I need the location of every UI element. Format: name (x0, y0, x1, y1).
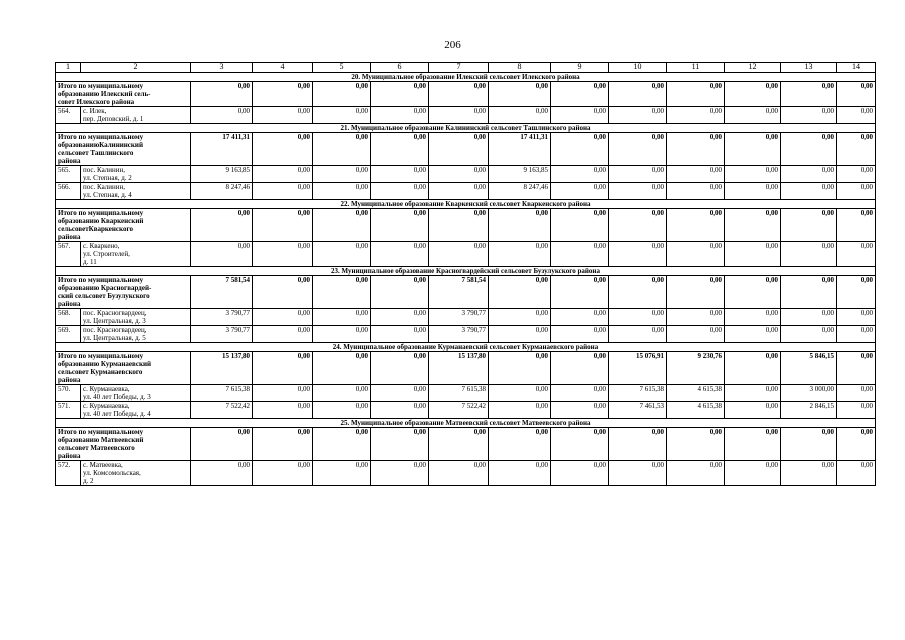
row-value: 0,00 (253, 461, 313, 486)
row-value: 0,00 (371, 183, 429, 200)
column-number: 14 (837, 63, 876, 73)
row-value: 0,00 (371, 461, 429, 486)
total-label-line: района (58, 157, 81, 165)
total-value: 0,00 (489, 276, 551, 309)
row-value: 0,00 (781, 107, 837, 124)
total-value: 0,00 (667, 133, 725, 166)
total-value: 0,00 (253, 209, 313, 242)
address-line: ул. 40 лет Победы, д. 4 (83, 410, 151, 418)
total-value: 0,00 (609, 276, 667, 309)
row-value: 0,00 (609, 461, 667, 486)
total-value: 0,00 (781, 82, 837, 107)
column-number-row (56, 63, 876, 73)
total-label-line: сельсовет Ташлинского (58, 149, 134, 157)
row-value: 3 790,77 (429, 326, 489, 343)
total-row (56, 352, 876, 385)
total-label-line: Итого по муниципальному (58, 428, 144, 436)
row-index: 569. (56, 326, 81, 343)
total-value: 0,00 (609, 82, 667, 107)
address-line: пос. Красногвардеец, (83, 326, 147, 334)
column-number: 2 (81, 63, 191, 73)
address-line: ул. Центральная, д. 5 (83, 334, 146, 342)
total-value: 0,00 (781, 276, 837, 309)
total-label-line: ский сельсовет Бузулукского (58, 292, 150, 300)
total-label-line: Итого по муниципальному (58, 352, 144, 360)
row-value: 0,00 (609, 309, 667, 326)
row-value: 0,00 (191, 242, 253, 267)
total-label (56, 428, 191, 461)
row-value: 0,00 (191, 107, 253, 124)
row-value: 0,00 (725, 461, 781, 486)
total-value: 0,00 (551, 209, 609, 242)
row-value: 0,00 (551, 402, 609, 419)
total-label-line: района (58, 376, 81, 384)
row-value: 0,00 (725, 166, 781, 183)
row-value: 7 461,53 (609, 402, 667, 419)
total-value: 0,00 (551, 428, 609, 461)
row-value: 0,00 (725, 107, 781, 124)
row-value: 0,00 (609, 242, 667, 267)
total-value: 0,00 (667, 276, 725, 309)
section-title: 25. Муниципальное образование Матвеевский сельсовет Матвеевского района (56, 419, 876, 428)
table-row (56, 326, 876, 343)
total-value: 0,00 (837, 352, 876, 385)
total-value: 0,00 (253, 133, 313, 166)
row-value: 0,00 (667, 461, 725, 486)
address-line: ул. Степная, д. 4 (83, 191, 132, 199)
row-value: 0,00 (313, 107, 371, 124)
total-row (56, 133, 876, 166)
row-value: 0,00 (837, 326, 876, 343)
column-number: 4 (253, 63, 313, 73)
address-line: с. Кваркено, (83, 242, 120, 250)
row-value: 0,00 (313, 242, 371, 267)
address-line: пос. Калинин, (83, 166, 125, 174)
row-value: 0,00 (837, 385, 876, 402)
total-label-line: Итого по муниципальному (58, 209, 144, 217)
table-row (56, 166, 876, 183)
column-number: 3 (191, 63, 253, 73)
row-value: 9 163,85 (489, 166, 551, 183)
row-value: 8 247,46 (489, 183, 551, 200)
total-label-line: образованиюКалининский (58, 141, 143, 149)
total-value: 0,00 (253, 428, 313, 461)
row-value: 0,00 (551, 183, 609, 200)
row-value: 0,00 (371, 107, 429, 124)
section-header-row (56, 200, 876, 209)
row-address (81, 242, 191, 267)
total-label-line: сельсовет Матвеевского (58, 444, 135, 452)
table-row (56, 309, 876, 326)
total-label-line: образованию Курманаевский (58, 360, 152, 368)
row-value: 7 615,38 (429, 385, 489, 402)
section-header-row (56, 267, 876, 276)
column-number: 7 (429, 63, 489, 73)
total-label-line: образованию Кваркенский (58, 217, 144, 225)
table-row (56, 107, 876, 124)
total-value: 0,00 (551, 133, 609, 166)
row-value: 0,00 (781, 166, 837, 183)
total-label (56, 276, 191, 309)
total-value: 0,00 (609, 428, 667, 461)
total-label-line: района (58, 300, 81, 308)
total-value: 17 411,31 (191, 133, 253, 166)
row-address (81, 107, 191, 124)
row-value: 0,00 (253, 183, 313, 200)
section-title: 21. Муниципальное образование Калининский сельсовет Ташлинского района (56, 124, 876, 133)
address-line: с. Илек, (83, 107, 107, 115)
total-value: 0,00 (429, 428, 489, 461)
total-value: 0,00 (429, 209, 489, 242)
total-label-line: образованию Илекский сель- (58, 90, 151, 98)
section-title: 23. Муниципальное образование Красногвардейский сельсовет Бузулукского района (56, 267, 876, 276)
total-value: 0,00 (781, 428, 837, 461)
total-value: 0,00 (313, 82, 371, 107)
row-value: 0,00 (489, 242, 551, 267)
row-value: 0,00 (609, 326, 667, 343)
total-value: 0,00 (609, 133, 667, 166)
total-value: 0,00 (725, 428, 781, 461)
total-value: 0,00 (837, 428, 876, 461)
total-value: 0,00 (725, 82, 781, 107)
row-value: 0,00 (489, 385, 551, 402)
total-row (56, 82, 876, 107)
address-line: ул. Строителей, (83, 250, 130, 258)
row-value: 0,00 (253, 107, 313, 124)
total-value: 0,00 (429, 133, 489, 166)
row-value: 0,00 (609, 166, 667, 183)
total-label-line: сельсовет Курманаевского (58, 368, 143, 376)
row-value: 0,00 (489, 107, 551, 124)
total-value: 0,00 (667, 428, 725, 461)
row-value: 0,00 (313, 461, 371, 486)
address-line: с. Матвеевка, (83, 461, 123, 469)
row-value: 0,00 (313, 309, 371, 326)
total-value: 0,00 (609, 209, 667, 242)
row-value: 0,00 (781, 309, 837, 326)
total-value: 0,00 (371, 428, 429, 461)
row-value: 0,00 (609, 107, 667, 124)
section-title: 24. Муниципальное образование Курманаевский сельсовет Курманаевского района (56, 343, 876, 352)
row-value: 0,00 (371, 326, 429, 343)
total-label (56, 209, 191, 242)
total-value: 0,00 (371, 352, 429, 385)
row-value: 0,00 (837, 166, 876, 183)
row-value: 0,00 (725, 183, 781, 200)
column-number: 5 (313, 63, 371, 73)
total-label-line: Итого по муниципальному (58, 82, 144, 90)
total-label-line: района (58, 452, 81, 460)
total-value: 0,00 (489, 352, 551, 385)
total-value: 0,00 (489, 209, 551, 242)
column-number: 10 (609, 63, 667, 73)
row-value: 0,00 (725, 326, 781, 343)
table-row (56, 242, 876, 267)
row-value: 3 000,00 (781, 385, 837, 402)
buildings-table (55, 62, 876, 486)
total-value: 0,00 (313, 209, 371, 242)
total-value: 15 076,91 (609, 352, 667, 385)
row-value: 9 163,85 (191, 166, 253, 183)
section-title: 20. Муниципальное образование Илекский сельсовет Илекского района (56, 73, 876, 82)
total-value: 0,00 (371, 209, 429, 242)
column-number: 12 (725, 63, 781, 73)
total-label-line: Итого по муниципальному (58, 133, 144, 141)
row-value: 2 846,15 (781, 402, 837, 419)
total-value: 0,00 (371, 82, 429, 107)
total-label-line: сельсоветКваркенского (58, 225, 133, 233)
row-value: 0,00 (667, 166, 725, 183)
row-value: 0,00 (667, 309, 725, 326)
row-value: 0,00 (667, 183, 725, 200)
row-index: 564. (56, 107, 81, 124)
total-value: 0,00 (313, 352, 371, 385)
row-value: 0,00 (551, 385, 609, 402)
total-value: 0,00 (313, 276, 371, 309)
row-value: 4 615,38 (667, 385, 725, 402)
total-value: 0,00 (313, 133, 371, 166)
row-value: 0,00 (551, 309, 609, 326)
row-address (81, 326, 191, 343)
row-value: 0,00 (551, 461, 609, 486)
row-value: 0,00 (667, 107, 725, 124)
row-address (81, 309, 191, 326)
row-index: 565. (56, 166, 81, 183)
row-address (81, 166, 191, 183)
row-value: 0,00 (551, 166, 609, 183)
address-line: пос. Красногвардеец, (83, 309, 147, 317)
row-value: 0,00 (313, 183, 371, 200)
address-line: ул. Комсомольская, (83, 469, 141, 477)
row-value: 0,00 (313, 385, 371, 402)
row-value: 0,00 (253, 309, 313, 326)
total-value: 0,00 (837, 209, 876, 242)
row-value: 0,00 (371, 385, 429, 402)
total-row (56, 209, 876, 242)
total-value: 15 137,80 (429, 352, 489, 385)
row-value: 0,00 (781, 326, 837, 343)
row-value: 0,00 (253, 326, 313, 343)
row-value: 0,00 (313, 402, 371, 419)
row-value: 7 522,42 (429, 402, 489, 419)
row-value: 0,00 (489, 402, 551, 419)
row-index: 571. (56, 402, 81, 419)
address-line: ул. 40 лет Победы, д. 3 (83, 393, 151, 401)
section-header-row (56, 73, 876, 82)
total-value: 0,00 (667, 82, 725, 107)
table-body (56, 63, 876, 486)
row-value: 0,00 (429, 183, 489, 200)
row-value: 3 790,77 (429, 309, 489, 326)
total-value: 0,00 (551, 352, 609, 385)
address-line: с. Курманаевка, (83, 402, 130, 410)
row-index: 568. (56, 309, 81, 326)
row-value: 0,00 (429, 242, 489, 267)
total-row (56, 276, 876, 309)
address-line: д. 11 (83, 258, 97, 266)
row-value: 0,00 (837, 402, 876, 419)
row-value: 0,00 (551, 242, 609, 267)
row-value: 0,00 (725, 242, 781, 267)
row-value: 0,00 (725, 385, 781, 402)
row-value: 0,00 (489, 461, 551, 486)
row-value: 0,00 (551, 107, 609, 124)
total-label-line: образованию Матвеевский (58, 436, 144, 444)
column-number: 13 (781, 63, 837, 73)
total-value: 0,00 (253, 82, 313, 107)
total-label-line: района (58, 233, 81, 241)
row-address (81, 402, 191, 419)
row-value: 0,00 (489, 309, 551, 326)
address-line: д. 2 (83, 477, 94, 485)
total-value: 17 411,31 (489, 133, 551, 166)
row-value: 0,00 (253, 385, 313, 402)
total-value: 0,00 (371, 276, 429, 309)
total-value: 0,00 (781, 133, 837, 166)
total-label (56, 82, 191, 107)
row-value: 0,00 (837, 461, 876, 486)
total-value: 0,00 (837, 133, 876, 166)
row-index: 567. (56, 242, 81, 267)
row-value: 0,00 (837, 183, 876, 200)
address-line: с. Курманаевка, (83, 385, 130, 393)
total-label-line: совет Илекского района (58, 98, 135, 106)
total-value: 5 846,15 (781, 352, 837, 385)
table-row (56, 402, 876, 419)
section-title: 22. Муниципальное образование Кваркенский сельсовет Кваркенского района (56, 200, 876, 209)
row-value: 0,00 (313, 326, 371, 343)
row-index: 572. (56, 461, 81, 486)
row-value: 0,00 (371, 166, 429, 183)
total-value: 0,00 (551, 82, 609, 107)
total-value: 0,00 (489, 428, 551, 461)
total-value: 0,00 (429, 82, 489, 107)
section-header-row (56, 343, 876, 352)
address-line: ул. Степная, д. 2 (83, 174, 132, 182)
table-row (56, 461, 876, 486)
row-value: 0,00 (837, 242, 876, 267)
row-value: 0,00 (781, 242, 837, 267)
row-address (81, 183, 191, 200)
address-line: пер. Деповский, д. 1 (83, 115, 144, 123)
row-value: 0,00 (313, 166, 371, 183)
total-value: 0,00 (837, 82, 876, 107)
row-value: 3 790,77 (191, 309, 253, 326)
total-value: 0,00 (253, 352, 313, 385)
total-label-line: Итого по муниципальному (58, 276, 144, 284)
total-value: 0,00 (667, 209, 725, 242)
total-value: 0,00 (551, 276, 609, 309)
row-value: 0,00 (371, 242, 429, 267)
row-value: 0,00 (371, 309, 429, 326)
total-label (56, 133, 191, 166)
row-value: 0,00 (837, 107, 876, 124)
row-value: 7 615,38 (191, 385, 253, 402)
column-number: 9 (551, 63, 609, 73)
section-header-row (56, 124, 876, 133)
row-value: 0,00 (551, 326, 609, 343)
total-value: 9 230,76 (667, 352, 725, 385)
total-value: 0,00 (313, 428, 371, 461)
total-value: 0,00 (371, 133, 429, 166)
row-value: 0,00 (489, 326, 551, 343)
row-value: 0,00 (781, 461, 837, 486)
row-value: 0,00 (667, 326, 725, 343)
row-index: 566. (56, 183, 81, 200)
row-value: 0,00 (429, 461, 489, 486)
column-number: 1 (56, 63, 81, 73)
row-value: 0,00 (253, 166, 313, 183)
row-value: 3 790,77 (191, 326, 253, 343)
column-number: 11 (667, 63, 725, 73)
total-value: 15 137,80 (191, 352, 253, 385)
row-value: 0,00 (253, 402, 313, 419)
total-value: 0,00 (191, 82, 253, 107)
total-row (56, 428, 876, 461)
section-header-row (56, 419, 876, 428)
total-value: 7 581,54 (429, 276, 489, 309)
column-number: 6 (371, 63, 429, 73)
row-value: 0,00 (725, 402, 781, 419)
total-value: 7 581,54 (191, 276, 253, 309)
row-value: 0,00 (191, 461, 253, 486)
total-value: 0,00 (489, 82, 551, 107)
row-value: 0,00 (429, 166, 489, 183)
total-value: 0,00 (191, 209, 253, 242)
total-value: 0,00 (725, 276, 781, 309)
row-value: 7 522,42 (191, 402, 253, 419)
total-value: 0,00 (725, 209, 781, 242)
total-value: 0,00 (191, 428, 253, 461)
page-number: 206 (444, 39, 461, 51)
total-label-line: образованию Красногвардей- (58, 284, 152, 292)
row-value: 4 615,38 (667, 402, 725, 419)
row-address (81, 461, 191, 486)
row-value: 0,00 (837, 309, 876, 326)
total-label (56, 352, 191, 385)
row-index: 570. (56, 385, 81, 402)
row-value: 7 615,38 (609, 385, 667, 402)
row-value: 8 247,46 (191, 183, 253, 200)
row-value: 0,00 (609, 183, 667, 200)
row-value: 0,00 (781, 183, 837, 200)
address-line: пос. Калинин, (83, 183, 125, 191)
total-value: 0,00 (781, 209, 837, 242)
total-value: 0,00 (837, 276, 876, 309)
row-value: 0,00 (429, 107, 489, 124)
row-address (81, 385, 191, 402)
row-value: 0,00 (371, 402, 429, 419)
row-value: 0,00 (667, 242, 725, 267)
address-line: ул. Центральная, д. 3 (83, 317, 146, 325)
total-value: 0,00 (725, 352, 781, 385)
table-row (56, 385, 876, 402)
table-row (56, 183, 876, 200)
total-value: 0,00 (253, 276, 313, 309)
total-value: 0,00 (725, 133, 781, 166)
row-value: 0,00 (253, 242, 313, 267)
column-number: 8 (489, 63, 551, 73)
row-value: 0,00 (725, 309, 781, 326)
